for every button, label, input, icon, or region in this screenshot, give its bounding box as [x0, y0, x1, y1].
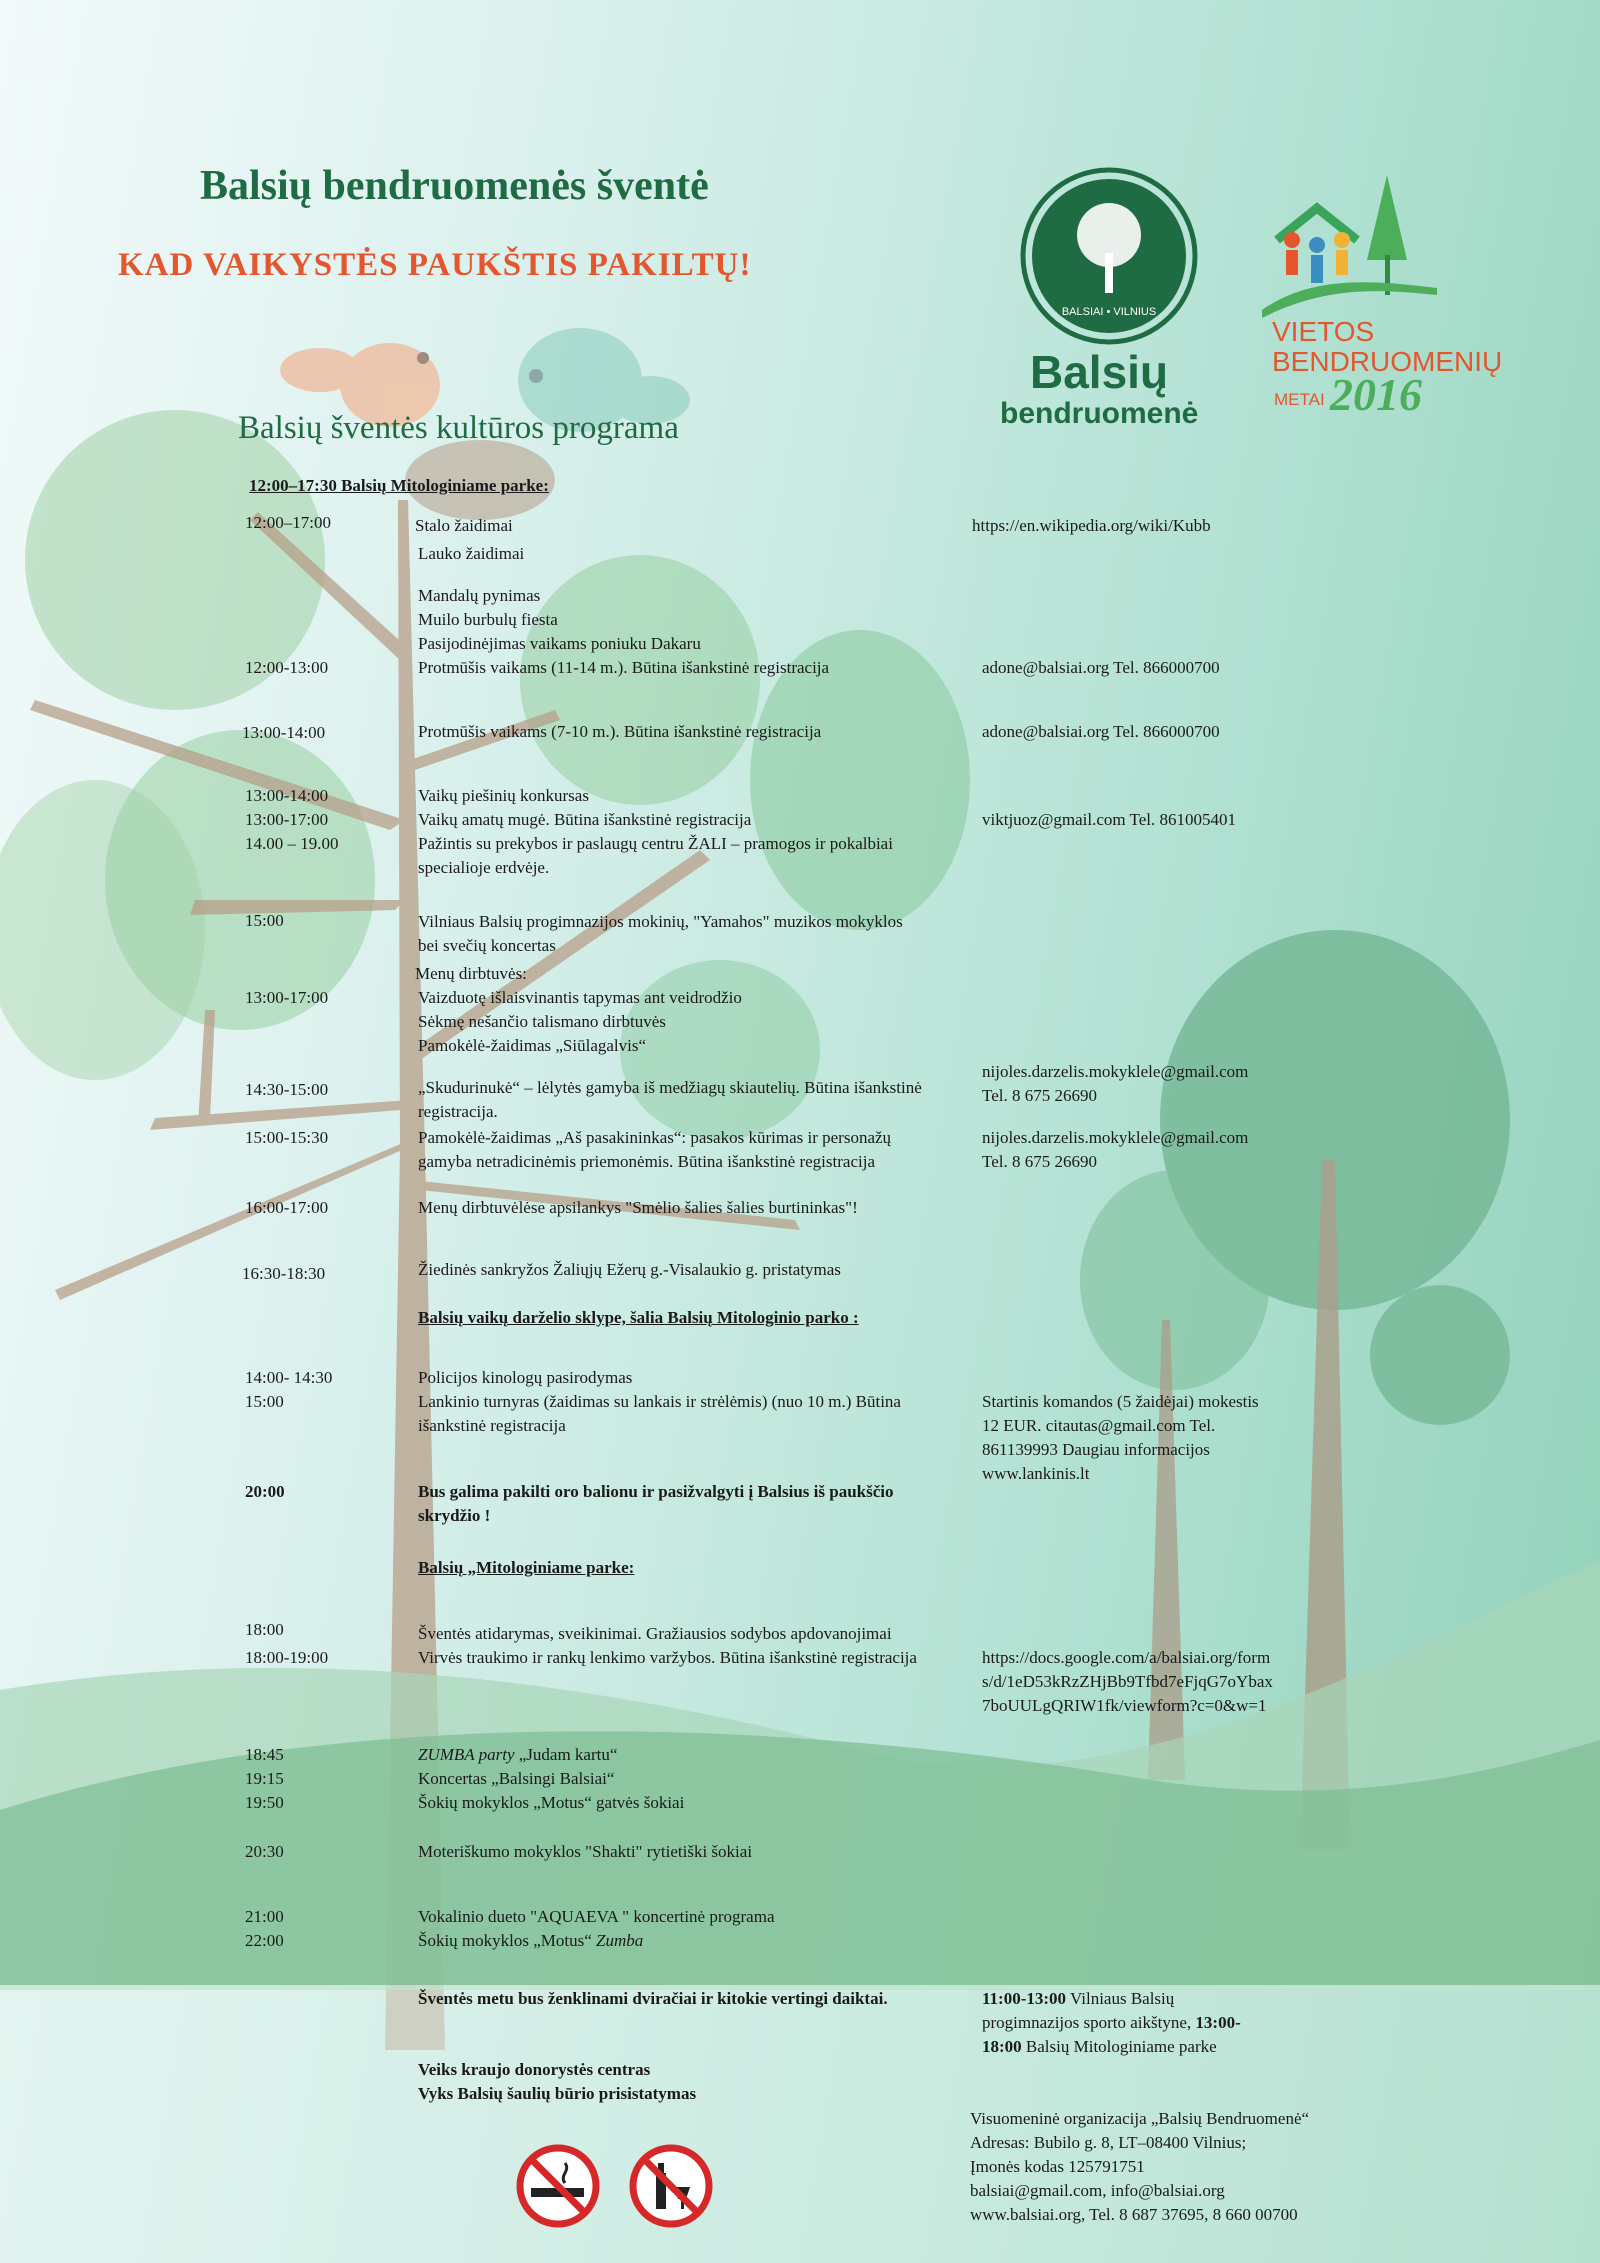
event-text: Vaizduotę išlaisvinantis tapymas ant veidrodžio	[418, 988, 742, 1007]
time-label: 22:00	[245, 1931, 284, 1950]
vietos-logo-line2: BENDRUOMENIŲ	[1272, 346, 1503, 377]
event-text: Sėkmę nešančio talismano dirbtuvės	[418, 1012, 666, 1031]
event-text: Lauko žaidimai	[418, 544, 525, 563]
time-label: 18:00	[245, 1620, 284, 1639]
event-text: Stalo žaidimai	[415, 516, 513, 535]
contact-text: Tel. 8 675 26690	[982, 1086, 1097, 1105]
balsiai-logo-emblem	[1018, 165, 1200, 347]
event-text: skrydžio !	[418, 1506, 491, 1525]
time-label: 12:00–17:00	[245, 513, 331, 532]
contact-text: nijoles.darzelis.mokyklele@gmail.com	[982, 1128, 1249, 1147]
time-label: 13:00-14:00	[242, 723, 326, 742]
bottom-band	[0, 1985, 1600, 2263]
time-label: 13:00-17:00	[245, 810, 329, 829]
time-label: 14.00 – 19.00	[245, 834, 339, 853]
event-text: Vokalinio dueto "AQUAEVA " koncertinė programa	[418, 1907, 775, 1926]
section-heading-1: 12:00–17:30 Balsių Mitologiniame parke:	[249, 476, 549, 495]
sport-text: Vilniaus Balsių	[1066, 1989, 1175, 2008]
event-text: Pažintis su prekybos ir paslaugų centru ŽALI – pramogos ir pokalbiai	[418, 834, 893, 853]
contact-link[interactable]: 7boUULgQRIW1fk/viewform?c=0&w=1	[982, 1696, 1267, 1715]
leaf-shape	[520, 555, 760, 805]
event-text: Koncertas „Balsingi Balsiai“	[418, 1769, 615, 1788]
event-text: registracija.	[418, 1102, 498, 1121]
event-text	[418, 1743, 617, 1767]
event-text: Mandalų pynimas	[418, 586, 541, 605]
time-label: 12:00-13:00	[245, 658, 329, 677]
event-text: Protmūšis vaikams (11-14 m.). Būtina išankstinė registracija	[418, 658, 830, 677]
motus-label: Šokių mokyklos „Motus“	[418, 1931, 592, 1950]
event-text: Pamokėlė-žaidimas „Siūlagalvis“	[418, 1036, 647, 1055]
footer-sport-info	[982, 2011, 1241, 2035]
event-text: Lankinio turnyras (žaidimas su lankais ir strėlėmis) (nuo 10 m.) Būtina	[418, 1392, 901, 1411]
event-text: „Skudurinukė“ – lėlytės gamyba iš medžiagų skiautelių. Būtina išankstinė	[418, 1078, 922, 1097]
org-code: Įmonės kodas 125791751	[970, 2157, 1145, 2176]
time-label: 15:00-15:30	[245, 1128, 329, 1147]
contact-text: adone@balsiai.org Tel. 866000700	[982, 722, 1220, 741]
time-label: 13:00-17:00	[245, 988, 329, 1007]
no-alcohol-icon	[628, 2143, 714, 2229]
time-label: 20:30	[245, 1842, 284, 1861]
event-text: gamyba netradicinėmis priemonėmis. Būtina išankstinė registracija	[418, 1152, 875, 1171]
contact-link[interactable]: https://en.wikipedia.org/wiki/Kubb	[972, 516, 1211, 535]
event-text: Muilo burbulų fiesta	[418, 610, 558, 629]
time-label: 16:00-17:00	[245, 1198, 329, 1217]
contact-text: Startinis komandos (5 žaidėjai) mokestis	[982, 1392, 1259, 1411]
org-address: Adresas: Bubilo g. 8, LT–08400 Vilnius;	[970, 2133, 1247, 2152]
time-label: 14:30-15:00	[245, 1080, 329, 1099]
house-family-icon	[1262, 170, 1437, 320]
sport-time: 11:00-13:00	[982, 1989, 1067, 2008]
footer-sport-info	[982, 1987, 1174, 2011]
event-text: Pamokėlė-žaidimas „Aš pasakininkas“: pasakos kūrimas ir personažų	[418, 1128, 892, 1147]
time-label: 13:00-14:00	[245, 786, 329, 805]
time-label: 15:00	[245, 1392, 284, 1411]
org-web-phone[interactable]: www.balsiai.org, Tel. 8 687 37695, 8 660 00700	[970, 2205, 1298, 2224]
event-text: specialioje erdvėje.	[418, 858, 550, 877]
footer-notice: Vyks Balsių šaulių būrio prisistatymas	[418, 2084, 697, 2103]
footer-sport-info	[982, 2035, 1217, 2059]
contact-text: viktjuoz@gmail.com Tel. 861005401	[982, 810, 1237, 829]
time-label: 18:00-19:00	[245, 1648, 329, 1667]
program-title: Balsių šventės kultūros programa	[238, 410, 679, 446]
contact-text: nijoles.darzelis.mokyklele@gmail.com	[982, 1062, 1249, 1081]
time-label: 16:30-18:30	[242, 1264, 326, 1283]
sport-time: 13:00-	[1195, 2013, 1241, 2032]
section-heading-3: Balsių „Mitologiniame parke:	[418, 1558, 635, 1577]
time-label: 19:15	[245, 1769, 284, 1788]
event-text: Šokių mokyklos „Motus“ gatvės šokiai	[418, 1793, 685, 1812]
sport-time: 18:00	[982, 2037, 1022, 2056]
vietos-logo-line1: VIETOS	[1272, 316, 1375, 347]
sport-text: progimnazijos sporto aikštyne,	[982, 2013, 1196, 2032]
event-text: išankstinė registracija	[418, 1416, 566, 1435]
contact-text: Tel. 8 675 26690	[982, 1152, 1097, 1171]
balsiai-ring-text: BALSIAI • VILNIUS	[1061, 306, 1157, 318]
event-text: Žiedinės sankryžos Žaliųjų Ežerų g.-Visalaukio g. pristatymas	[418, 1260, 841, 1279]
event-text: Vaikų amatų mugė. Būtina išankstinė registracija	[418, 810, 752, 829]
vietos-logo-metai: METAI	[1274, 390, 1325, 409]
event-text: Vaikų piešinių konkursas	[418, 786, 589, 805]
event-text: Virvės traukimo ir rankų lenkimo varžybos. Būtina išankstinė registracija	[418, 1648, 917, 1667]
event-text: Bus galima pakilti oro balionu ir pasižvalgyti į Balsius iš paukščio	[418, 1482, 894, 1501]
sport-text: Balsių Mitologiniame parke	[1021, 2037, 1217, 2056]
event-text: Policijos kinologų pasirodymas	[418, 1368, 633, 1387]
contact-link[interactable]: s/d/1eD53kRzZHjBb9Tfbd7eFjqG7oYbax	[982, 1672, 1273, 1691]
no-smoking-icon	[515, 2143, 601, 2229]
time-label: 20:00	[245, 1482, 285, 1501]
vietos-logo-year: 2016	[1330, 369, 1422, 420]
footer-notice: Šventės metu bus ženklinami dviračiai ir kitokie vertingi daiktai.	[418, 1989, 888, 2008]
zumba-label: Zumba	[596, 1931, 644, 1950]
time-label: 14:00- 14:30	[245, 1368, 333, 1387]
time-label: 21:00	[245, 1907, 284, 1926]
balsiai-logo-sub: bendruomenė	[1000, 397, 1199, 430]
event-text: Pasijodinėjimas vaikams poniuku Dakaru	[418, 634, 701, 653]
judam-kartu-label: „Judam kartu“	[514, 1745, 618, 1764]
event-text: bei svečių koncertas	[418, 936, 556, 955]
event-text: Menų dirbtuvėlėse apsilankys "Smėlio šalies šalies burtininkas"!	[418, 1198, 858, 1217]
event-text: Šventės atidarymas, sveikinimai. Gražiausios sodybos apdovanojimai	[418, 1624, 892, 1643]
event-text: Protmūšis vaikams (7-10 m.). Būtina išankstinė registracija	[418, 722, 822, 741]
contact-text: 12 EUR. citautas@gmail.com Tel.	[982, 1416, 1216, 1435]
page-subtitle: KAD VAIKYSTĖS PAUKŠTIS PAKILTŲ!	[118, 247, 752, 283]
org-email[interactable]: balsiai@gmail.com, info@balsiai.org	[970, 2181, 1225, 2200]
zumba-party-label: ZUMBA party	[418, 1745, 515, 1764]
event-text: Vilniaus Balsių progimnazijos mokinių, "Yamahos" muzikos mokyklos	[418, 912, 903, 931]
org-name: Visuomeninė organizacija „Balsių Bendruomenė“	[970, 2109, 1310, 2128]
event-text: Moteriškumo mokyklos "Shakti" rytietiški šokiai	[418, 1842, 753, 1861]
time-label: 19:50	[245, 1793, 284, 1812]
contact-link[interactable]: www.lankinis.lt	[982, 1464, 1090, 1483]
event-text: Menų dirbtuvės:	[415, 964, 527, 983]
time-label: 18:45	[245, 1745, 284, 1764]
contact-link[interactable]: https://docs.google.com/a/balsiai.org/form	[982, 1648, 1271, 1667]
page-title: Balsių bendruomenės šventė	[200, 163, 709, 209]
time-label: 15:00	[245, 911, 284, 930]
contact-text: adone@balsiai.org Tel. 866000700	[982, 658, 1220, 677]
footer-notice: Veiks kraujo donorystės centras	[418, 2060, 651, 2079]
contact-text: 861139993 Daugiau informacijos	[982, 1440, 1210, 1459]
section-heading-2: Balsių vaikų darželio sklype, šalia Balsių Mitologinio parko :	[418, 1308, 859, 1327]
event-text	[418, 1929, 643, 1953]
balsiai-logo-name: Balsių	[1030, 346, 1169, 398]
